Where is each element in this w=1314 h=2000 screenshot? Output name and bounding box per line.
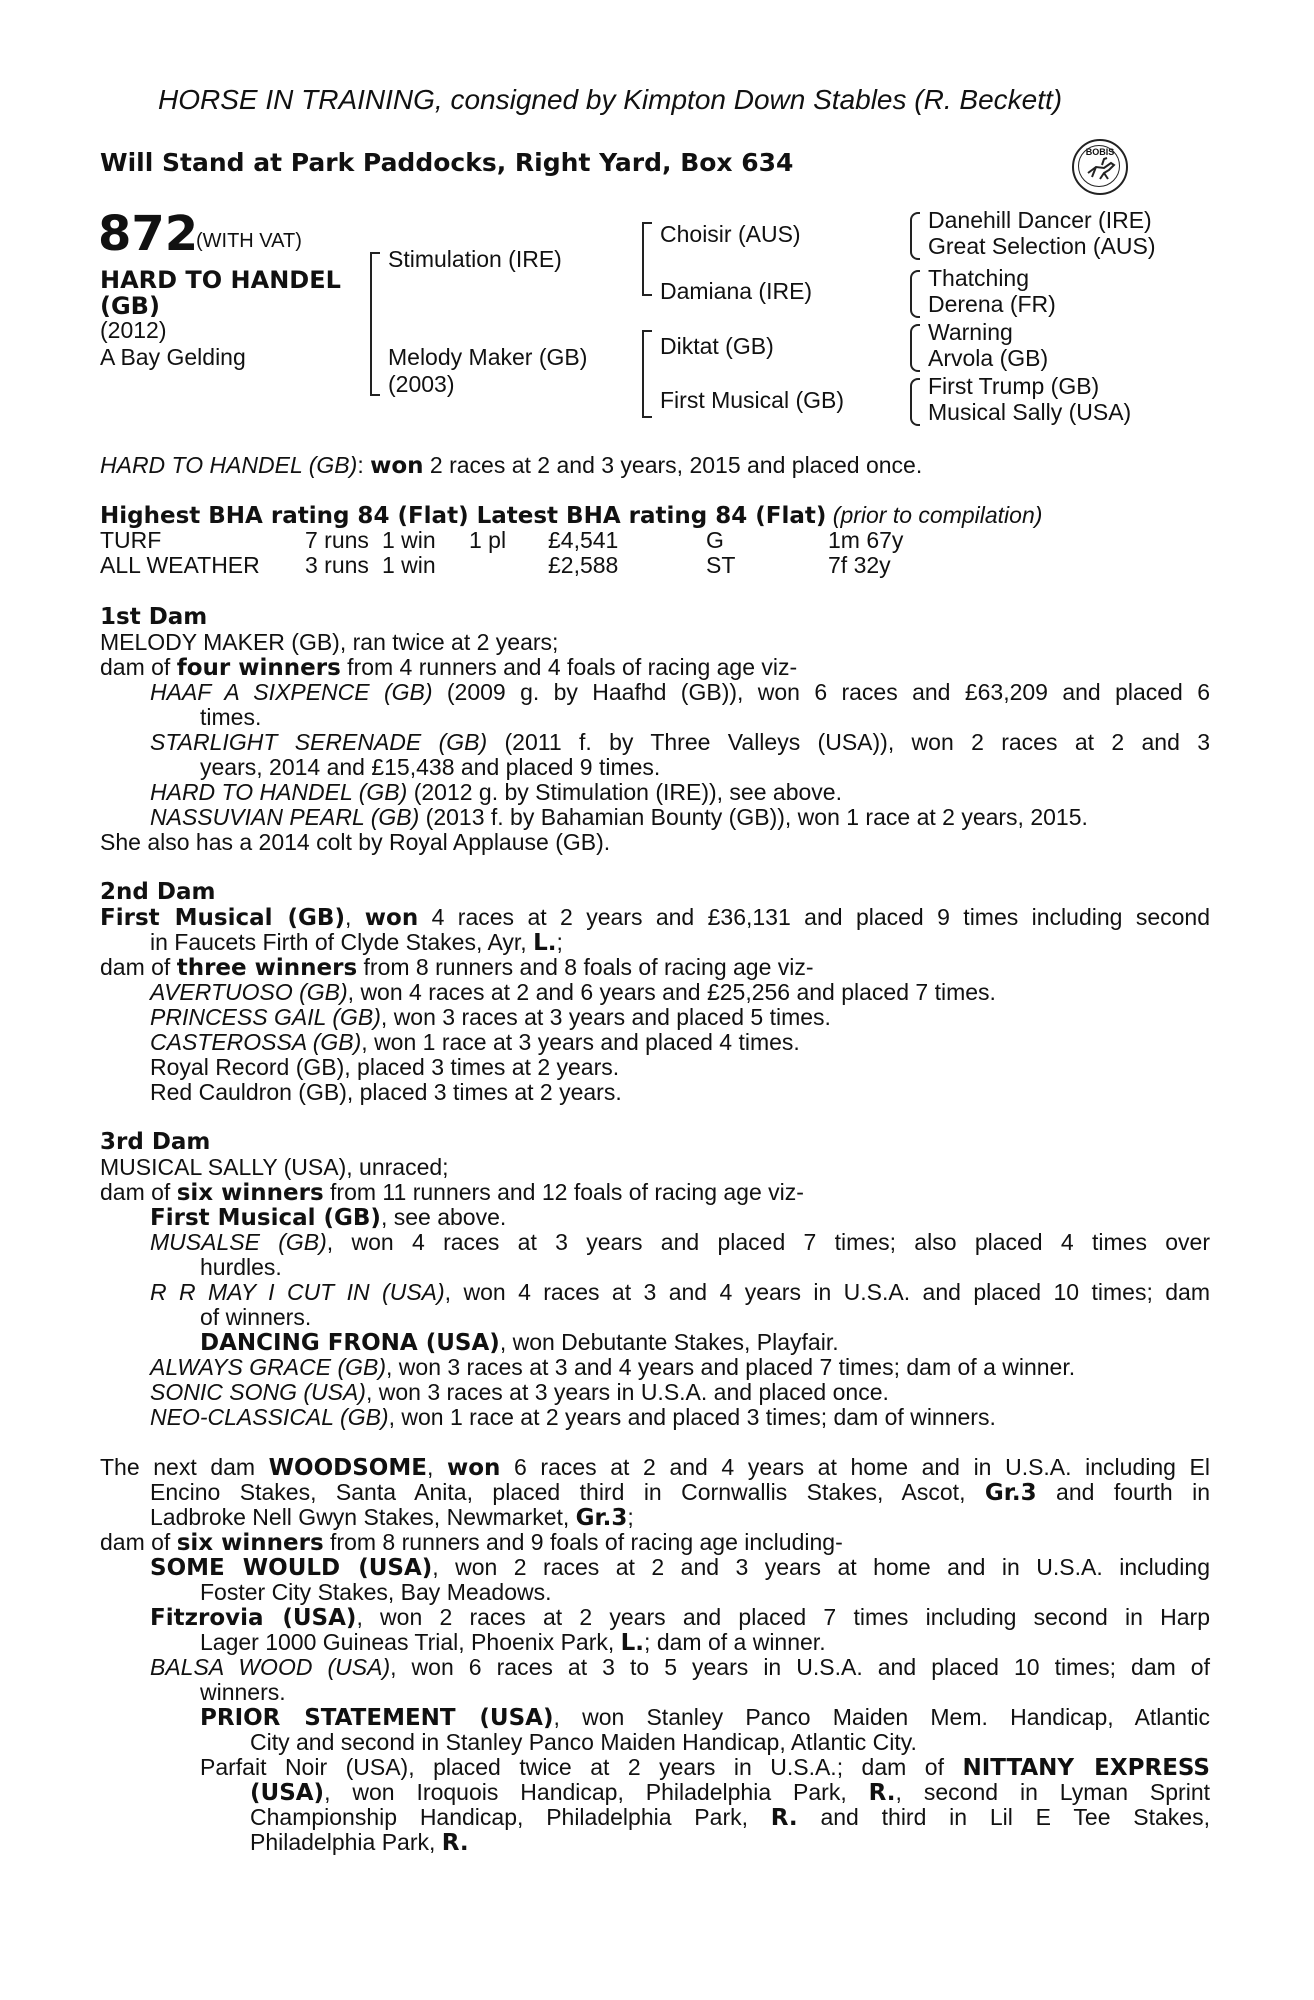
produce-record: , won 2 races at 2 years and placed 7 times including second in Harp	[356, 1604, 1210, 1630]
produce-record: , won 1 race at 3 years and placed 4 times.	[361, 1029, 800, 1055]
race-text: and third in Lil E Tee Stakes,	[820, 1804, 1210, 1830]
sire-sire: Choisir (AUS)	[660, 221, 801, 247]
dam1-produce-4	[150, 805, 1210, 830]
horse-description: A Bay Gelding	[100, 344, 246, 370]
dam3-produce-summary	[100, 1180, 1210, 1206]
nextdam-produce-3h	[250, 1830, 1210, 1856]
dam3-line: MUSICAL SALLY (USA), unraced;	[100, 1154, 449, 1180]
race-text: ; dam of a winner.	[644, 1629, 826, 1655]
bobis-logo	[1072, 139, 1128, 195]
horse-name: HARD TO HANDEL	[100, 266, 341, 294]
race-text: in Faucets Firth of Clyde Stakes, Ayr,	[150, 929, 527, 955]
horse-jockey-icon	[1074, 141, 1126, 193]
dam3-produce-5	[150, 1380, 1210, 1405]
produce-name: NASSUVIAN PEARL (GB)	[150, 804, 420, 830]
dam3-produce-4	[150, 1355, 1210, 1380]
sire: Stimulation (IRE)	[388, 246, 562, 272]
produce-name: NEO-CLASSICAL (GB)	[150, 1404, 389, 1430]
produce-record: Parfait Noir (USA), placed twice at 2 years in U.S.A.; dam of	[200, 1754, 944, 1780]
logo-text: BOBIS	[1085, 147, 1115, 157]
dam2-record: 4 races at 2 years and £36,131 and placed 9 times including second	[431, 904, 1211, 930]
dam2-produce-summary	[100, 955, 1210, 981]
race-text: Ladbroke Nell Gwyn Stakes, Newmarket,	[150, 1504, 570, 1530]
race-text: and fourth in	[1056, 1479, 1210, 1505]
turf-surface: TURF	[100, 527, 162, 553]
produce-name: First Musical (GB)	[150, 1205, 381, 1231]
nextdam-produce-3b: winners.	[200, 1679, 286, 1705]
produce-record: , won 3 races at 3 years in U.S.A. and placed once.	[365, 1379, 889, 1405]
rating-heading	[100, 503, 1210, 529]
dam2-produce-5: Red Cauldron (GB), placed 3 times at 2 years.	[150, 1079, 622, 1105]
granddam-sire: Thatching	[928, 265, 1030, 291]
aw-distance: 7f 32y	[828, 552, 891, 578]
produce-name: AVERTUOSO (GB)	[150, 979, 348, 1005]
nextdam-intro: The next dam	[100, 1454, 256, 1480]
dam-dam: First Musical (GB)	[660, 387, 844, 413]
nextdam-produce-1	[150, 1555, 1210, 1581]
nextdam-produce-3c	[200, 1705, 1210, 1731]
dam-grandsire-sire: Warning	[928, 319, 1013, 345]
dam1-produce-1	[150, 680, 1210, 705]
summary-won: won	[370, 453, 424, 479]
nextdam-record: 6 races at 2 and 4 years at home and in U.S.A. including El	[514, 1454, 1210, 1480]
produce-record: (2009 g. by Haafhd (GB)), won 6 races and £63,209 and placed 6	[446, 679, 1211, 705]
dam3-produce-3c	[200, 1330, 1210, 1356]
dam2-heading: 2nd Dam	[100, 879, 216, 905]
nextdam-produce-2b	[200, 1630, 1210, 1656]
produce-name: CASTEROSSA (GB)	[150, 1029, 362, 1055]
dam-of: dam of	[100, 1179, 171, 1205]
granddam-dam: Derena (FR)	[928, 291, 1056, 317]
nextdam-produce-3d: City and second in Stanley Panco Maiden Handicap, Atlantic City.	[250, 1729, 917, 1755]
pedigree-brace-g56	[910, 324, 920, 372]
aw-runs: 3 runs	[305, 552, 369, 578]
produce-name: SONIC SONG (USA)	[150, 1379, 366, 1405]
pedigree-brace-main	[370, 252, 380, 396]
produce-name: PRINCESS GAIL (GB)	[150, 1004, 381, 1030]
produce-record: , won Stanley Panco Maiden Mem. Handicap, Atlantic	[553, 1704, 1211, 1730]
pedigree-brace-sire	[642, 222, 652, 296]
sire-dam: Damiana (IRE)	[660, 278, 813, 304]
produce-record: , won 4 races at 3 and 4 years in U.S.A. and placed 10 times; dam	[444, 1279, 1210, 1305]
runners-foals: from 11 runners and 12 foals of racing age viz-	[330, 1179, 804, 1205]
race-grade: Gr.3	[575, 1505, 628, 1531]
race-text: Championship Handicap, Philadelphia Park,	[250, 1804, 748, 1830]
race-grade: L.	[620, 1630, 645, 1656]
dam1-produce-1b: times.	[200, 704, 262, 730]
dam1-produce-2	[150, 730, 1210, 755]
dam2-line1	[100, 905, 1210, 931]
dam3-produce-3	[150, 1280, 1210, 1305]
dam3-produce-2b: hurdles.	[200, 1254, 282, 1280]
comma: ,	[344, 904, 352, 930]
runners-foals: from 4 runners and 4 foals of racing age viz-	[347, 654, 798, 680]
punctuation: ;	[627, 1504, 634, 1530]
aw-earnings: £2,588	[548, 552, 619, 578]
produce-record: (2011 f. by Three Valleys (USA)), won 2 races at 2 and 3	[504, 729, 1211, 755]
race-grade: R.	[441, 1830, 469, 1856]
turf-wins: 1 win	[382, 527, 436, 553]
rating-note: (prior to compilation)	[832, 502, 1043, 528]
race-text: , won Iroquois Handicap, Philadelphia Park,	[324, 1779, 847, 1805]
nextdam-line3	[150, 1505, 1210, 1531]
produce-record: (2012 g. by Stimulation (IRE)), see above.	[413, 779, 842, 805]
turf-distance: 1m 67y	[828, 527, 904, 553]
punctuation: ;	[556, 929, 563, 955]
rating-text: Highest BHA rating 84 (Flat) Latest BHA rating 84 (Flat)	[100, 503, 827, 529]
dam1-produce-summary	[100, 655, 1210, 681]
dam2-produce-2	[150, 1005, 1210, 1030]
produce-name: DANCING FRONA (USA)	[200, 1330, 500, 1356]
turf-placed: 1 pl	[469, 527, 507, 553]
nextdam-name: WOODSOME	[268, 1455, 427, 1481]
stand-location: Will Stand at Park Paddocks, Right Yard, Box 634	[100, 148, 794, 177]
runners-foals: from 8 runners and 9 foals of racing age including-	[330, 1529, 843, 1555]
dam-year: (2003)	[388, 371, 455, 397]
produce-name: R R MAY I CUT IN (USA)	[150, 1279, 445, 1305]
turf-earnings: £4,541	[548, 527, 619, 553]
produce-record: , won 3 races at 3 and 4 years and placed 7 times; dam of a winner.	[386, 1354, 1076, 1380]
nextdam-produce-1b: Foster City Stakes, Bay Meadows.	[200, 1579, 552, 1605]
grandsire-sire: Danehill Dancer (IRE)	[928, 207, 1152, 233]
race-summary	[100, 453, 1210, 479]
pedigree-brace-dam	[642, 330, 652, 418]
produce-record: , won 3 races at 3 years and placed 5 times.	[380, 1004, 831, 1030]
nextdam-produce-3	[150, 1655, 1210, 1680]
produce-record: , won Debutante Stakes, Playfair.	[499, 1329, 839, 1355]
dam1-also: She also has a 2014 colt by Royal Applause (GB).	[100, 829, 611, 855]
nextdam-line1	[100, 1455, 1210, 1481]
produce-name: HARD TO HANDEL (GB)	[150, 779, 408, 805]
dam-granddam-sire: First Trump (GB)	[928, 373, 1100, 399]
consignor-title: HORSE IN TRAINING, consigned by Kimpton Down Stables (R. Beckett)	[158, 84, 1063, 115]
winners-count: six winners	[176, 1180, 324, 1206]
dam-sire: Diktat (GB)	[660, 333, 774, 359]
dam-of: dam of	[100, 1529, 171, 1555]
dam-of: dam of	[100, 654, 171, 680]
dam2-produce-4: Royal Record (GB), placed 3 times at 2 years.	[150, 1054, 620, 1080]
dam3-produce-3b: of winners.	[200, 1304, 312, 1330]
turf-going: G	[706, 527, 724, 553]
nextdam-produce-3f	[250, 1780, 1210, 1806]
race-text: , second in Lyman Sprint	[895, 1779, 1211, 1805]
grandsire-dam: Great Selection (AUS)	[928, 233, 1156, 259]
produce-name: ALWAYS GRACE (GB)	[150, 1354, 387, 1380]
won: won	[446, 1455, 501, 1481]
winners-count: six winners	[176, 1530, 324, 1556]
horse-origin: (GB)	[100, 292, 160, 320]
dam1-produce-3	[150, 780, 1210, 805]
dam: Melody Maker (GB)	[388, 344, 588, 370]
pedigree-brace-g78	[910, 378, 920, 426]
nextdam-produce-3e	[200, 1755, 1210, 1781]
dam1-line: MELODY MAKER (GB), ran twice at 2 years;	[100, 629, 559, 655]
dam3-produce-2	[150, 1230, 1210, 1255]
dam2-produce-1	[150, 980, 1210, 1005]
summary-colon: :	[357, 452, 364, 478]
runners-foals: from 8 runners and 8 foals of racing age viz-	[363, 954, 814, 980]
produce-name: SOME WOULD (USA)	[150, 1555, 433, 1581]
nextdam-line2	[150, 1480, 1210, 1506]
dam2-produce-3	[150, 1030, 1210, 1055]
dam3-heading: 3rd Dam	[100, 1129, 211, 1155]
produce-record: , won 4 races at 2 and 6 years and £25,256 and placed 7 times.	[347, 979, 996, 1005]
dam2-name: First Musical (GB)	[100, 905, 345, 931]
produce-record: , won 1 race at 2 years and placed 3 times; dam of winners.	[388, 1404, 996, 1430]
produce-name: BALSA WOOD (USA)	[150, 1654, 391, 1680]
dam-grandsire-dam: Arvola (GB)	[928, 345, 1049, 371]
produce-name: HAAF A SIXPENCE (GB)	[150, 679, 433, 705]
nextdam-produce-summary	[100, 1530, 1210, 1556]
winners-count: four winners	[176, 655, 341, 681]
foaling-year: (2012)	[100, 317, 167, 343]
turf-runs: 7 runs	[305, 527, 369, 553]
aw-going: ST	[706, 552, 736, 578]
produce-name: Fitzrovia (USA)	[150, 1605, 357, 1631]
dam-granddam-dam: Musical Sally (USA)	[928, 399, 1132, 425]
comma: ,	[426, 1454, 434, 1480]
produce-record: , won 2 races at 2 and 3 years at home and in U.S.A. including	[432, 1554, 1210, 1580]
produce-name: STARLIGHT SERENADE (GB)	[150, 729, 488, 755]
aw-surface: ALL WEATHER	[100, 552, 260, 578]
race-text: Lager 1000 Guineas Trial, Phoenix Park,	[200, 1629, 615, 1655]
nextdam-produce-2	[150, 1605, 1210, 1631]
pedigree-brace-g34	[910, 270, 920, 318]
race-grade: R.	[770, 1805, 798, 1831]
pedigree-brace-g12	[910, 212, 920, 260]
summary-rest: 2 races at 2 and 3 years, 2015 and placed once.	[429, 452, 923, 478]
nextdam-produce-3g	[250, 1805, 1210, 1831]
dam2-line2	[150, 930, 1210, 956]
race-grade: R.	[868, 1780, 896, 1806]
race-grade: Gr.3	[984, 1480, 1037, 1506]
race-grade: L.	[533, 930, 557, 956]
winners-count: three winners	[176, 955, 358, 981]
produce-name: MUSALSE (GB)	[150, 1229, 327, 1255]
summary-horse: HARD TO HANDEL (GB)	[100, 452, 358, 478]
produce-record: , won 4 races at 3 years and placed 7 times; also placed 4 times over	[326, 1229, 1211, 1255]
produce-record: , see above.	[380, 1204, 507, 1230]
lot-number: 872	[98, 206, 199, 262]
dam-of: dam of	[100, 954, 171, 980]
produce-record: (2013 f. by Bahamian Bounty (GB)), won 1 race at 2 years, 2015.	[425, 804, 1088, 830]
produce-origin: (USA)	[250, 1780, 325, 1806]
dam3-produce-1	[150, 1205, 1210, 1231]
produce-record: , won 6 races at 3 to 5 years in U.S.A. and placed 10 times; dam of	[390, 1654, 1210, 1680]
dam1-heading: 1st Dam	[100, 604, 208, 630]
produce-name: PRIOR STATEMENT (USA)	[200, 1705, 554, 1731]
dam3-produce-6	[150, 1405, 1210, 1430]
won: won	[364, 905, 419, 931]
produce-name: NITTANY EXPRESS	[962, 1755, 1210, 1781]
aw-wins: 1 win	[382, 552, 436, 578]
race-text: Philadelphia Park,	[250, 1829, 436, 1855]
vat-note: (WITH VAT)	[196, 230, 302, 252]
race-text: Encino Stakes, Santa Anita, placed third in Cornwallis Stakes, Ascot,	[150, 1479, 966, 1505]
dam1-produce-2b: years, 2014 and £15,438 and placed 9 times.	[200, 754, 661, 780]
